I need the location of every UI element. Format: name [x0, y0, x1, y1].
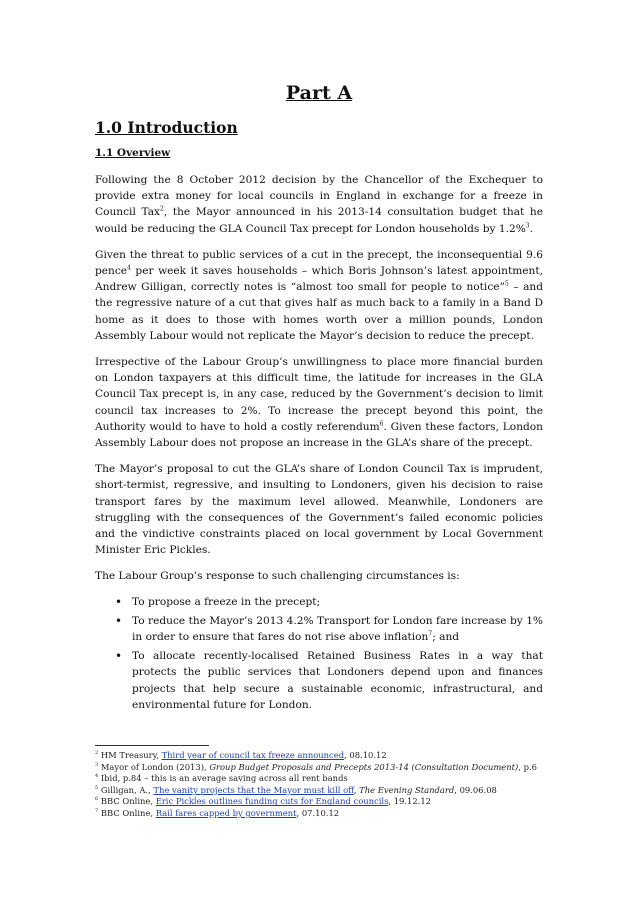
paragraph-1	[95, 172, 543, 237]
subsection-heading: 1.1 Overview	[95, 147, 171, 159]
footnote-7	[95, 808, 543, 820]
footnote-number: 2	[95, 750, 99, 757]
list-item: • To allocate recently-localised Retained Business Rates in a way that protects the public services that Londoners depend upon and finances projects that help secure a sustainable economic, infrastructural, and environmental future for London.	[132, 648, 543, 713]
paragraph-text: – and the regressive nature of a cut that gives half as much back to a family in a Band D home as it does to those with homes worth over a million pounds, London Assembly Labour would not replicate the Mayor’s decision to reduce the precept.	[95, 281, 543, 342]
footnote-number: 5	[95, 784, 99, 791]
footnote-3	[95, 762, 543, 774]
footnote-link[interactable]: Rail fares capped by government	[155, 807, 297, 818]
footnote-text: BBC Online,	[100, 807, 156, 818]
paragraph-4: The Mayor’s proposal to cut the GLA’s share of London Council Tax is imprudent, short-termist, regressive, and insulting to Londoners, given his decision to raise transport fares by the maximum level allowed. Meanwhile, Londoners are struggling with the consequences of the Government’s failed economic policies and the vindictive constraints placed on local government by Local Government Minister Eric Pickles.	[95, 463, 543, 557]
footnote-title: Group Budget Proposals and Precepts 2013-14 (Consultation Document)	[209, 761, 519, 772]
footnote-link[interactable]: Third year of council tax freeze announced	[161, 750, 345, 760]
footnotes	[95, 745, 543, 820]
paragraph-text: .	[529, 222, 533, 235]
footnote-text: Gilligan, A.,	[100, 784, 154, 795]
footnote-text: , 08.10.12	[344, 750, 387, 760]
footnote-ref[interactable]: 4	[127, 264, 131, 272]
footnote-text: BBC Online,	[100, 796, 156, 807]
footnote-divider	[95, 745, 209, 746]
paragraph-text: per week it saves households – which Boris Johnson’s latest appointment, Andrew Gilligan, correctly notes is “almost too small for people to notice”	[95, 265, 543, 294]
footnote-text: , p.6	[518, 761, 537, 772]
footnote-link[interactable]: The vanity projects that the Mayor must kill off	[153, 784, 354, 795]
list-item: • To propose a freeze in the precept;	[132, 594, 543, 610]
footnote-link[interactable]: Eric Pickles outlines funding cuts for England councils	[155, 796, 389, 807]
paragraph-text: Irrespective of the Labour Group’s unwillingness to place more financial burden on London taxpayers at this difficult time, the latitude for increases in the GLA Council Tax precept is, in any case, reduced by the Government’s decision to limit council tax increases to 2%. To increase the precept beyond this point, the Authority would to have to hold a costly referendum	[95, 356, 543, 433]
paragraph-text: , the Mayor announced in his 2013-14 consultation budget that he would be reducing the GLA Council Tax precept for London households by 1.2%	[95, 206, 543, 235]
footnote-text: Ibid, p.84 – this is an average saving across all rent bands	[100, 773, 348, 784]
footnote-5	[95, 785, 543, 797]
footnote-number: 3	[95, 761, 99, 768]
footnote-text: , 19.12.12	[388, 796, 431, 807]
section-heading: 1.0 Introduction	[95, 118, 238, 137]
paragraph-5: The Labour Group’s response to such challenging circumstances is:	[95, 570, 460, 583]
paragraph-text: Given the threat to public services of a cut in the precept, the inconsequential 9.6 pence	[95, 248, 543, 278]
footnote-ref[interactable]: 6	[379, 420, 384, 428]
footnote-6	[95, 796, 543, 808]
list-item-text: To reduce the Mayor’s 2013 4.2% Transport for London fare increase by 1% in order to ensure that fares do not rise above inflation	[132, 614, 543, 644]
footnote-number: 4	[95, 773, 99, 780]
list-item	[132, 613, 543, 645]
paragraph-2	[95, 247, 543, 344]
footnote-title: The Evening Standard	[359, 784, 455, 795]
footnote-text: ,	[353, 784, 360, 795]
footnote-text: , 09.06.08	[454, 784, 497, 795]
footnote-2	[95, 750, 543, 762]
paragraph-text: . Given these factors, London Assembly Labour does not propose an increase in the GLA’s share of the precept.	[95, 420, 543, 450]
footnote-ref[interactable]: 2	[160, 205, 164, 213]
footnote-text: Mayor of London (2013),	[100, 761, 210, 772]
paragraph-text: Following the 8 October 2012 decision by the Chancellor of the Exchequer to provide extra money for local councils in England in exchange for a freeze in Council Tax	[95, 174, 543, 219]
footnote-ref[interactable]: 7	[428, 630, 433, 638]
part-title: Part A	[285, 82, 353, 104]
footnote-ref[interactable]: 3	[525, 222, 530, 230]
footnote-number: 7	[95, 808, 99, 815]
footnote-text: , 07.10.12	[296, 807, 340, 818]
main-content	[95, 118, 543, 716]
footnote-4	[95, 773, 543, 785]
list-item-text: ; and	[432, 631, 460, 644]
bullet-list	[95, 594, 543, 713]
footnote-ref[interactable]: 5	[504, 280, 509, 288]
paragraph-3	[95, 354, 543, 451]
footnote-number: 6	[95, 796, 99, 803]
footnote-text: HM Treasury,	[100, 750, 162, 760]
